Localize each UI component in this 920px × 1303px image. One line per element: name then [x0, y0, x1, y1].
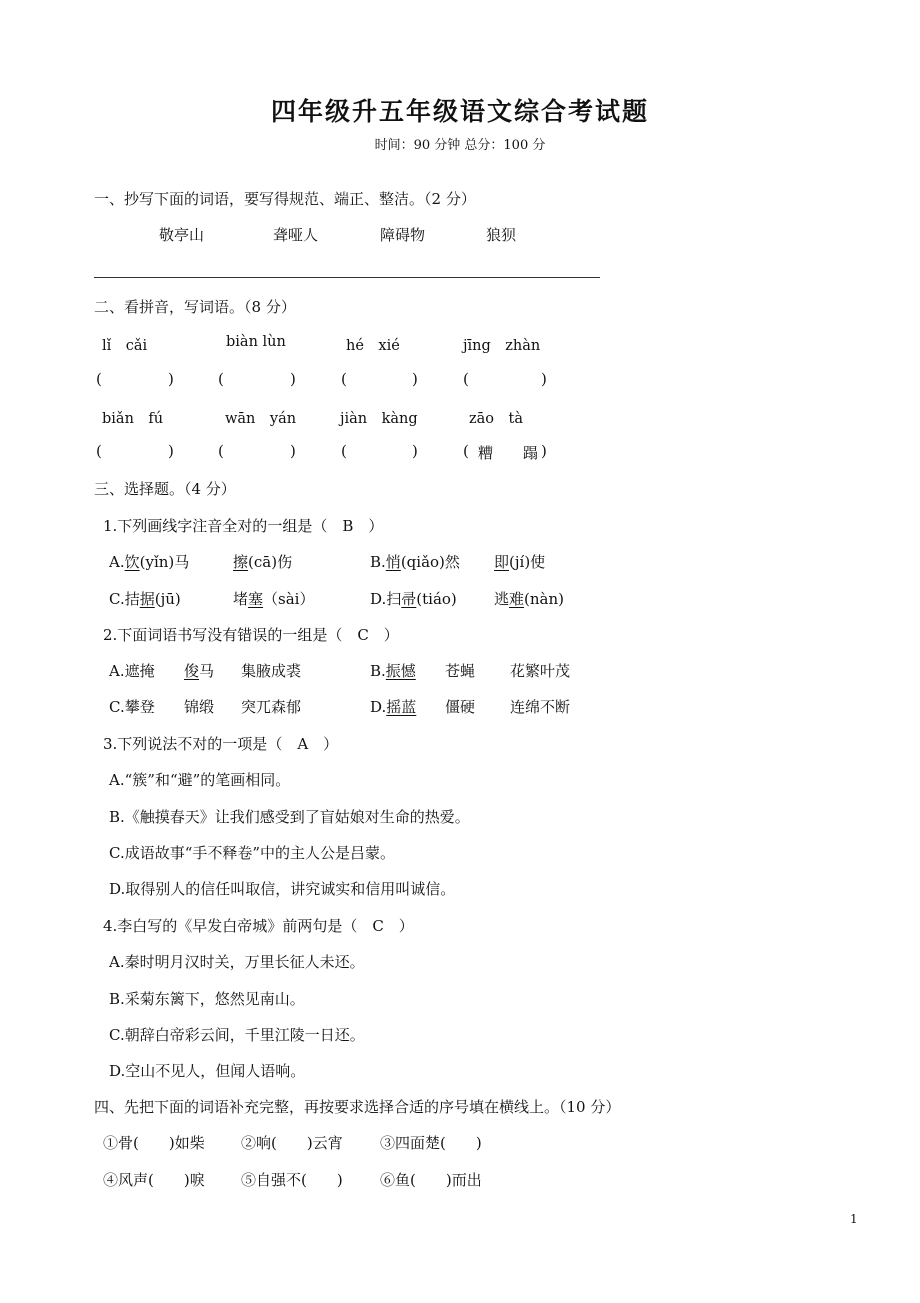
q2-option-b-idiom: 花繁叶茂 — [510, 662, 571, 680]
answer-paren-open: ( — [96, 370, 102, 388]
answer-paren-close: ) — [541, 442, 547, 460]
q1-option-c: C.拮据(jū) — [109, 590, 181, 608]
page-title: 四年级升五年级语文综合考试题 — [270, 97, 649, 126]
q1-option-a-second: 擦(cā)伤 — [233, 553, 293, 571]
q2-option-d-word: 僵硬 — [445, 698, 476, 716]
section-3-heading: 三、选择题。（4 分） — [94, 480, 236, 498]
q1-option-d: D.扫帚(tiáo) — [370, 590, 457, 608]
q2-option-c-idiom: 突兀森郁 — [241, 698, 302, 716]
q4-option-c: C.朝辞白帝彩云间，千里江陵一日还。 — [109, 1026, 365, 1044]
section-1-heading: 一、抄写下面的词语，要写得规范、端正、整洁。（2 分） — [94, 190, 476, 208]
copy-word: 障碍物 — [380, 226, 426, 244]
page-number: 1 — [850, 1212, 858, 1226]
section-2-heading: 二、看拼音，写词语。（8 分） — [94, 298, 296, 316]
idiom-item: ①骨( )如柴 — [103, 1134, 205, 1152]
q3-option-d: D.取得别人的信任叫取信，讲究诚实和信用叫诚信。 — [109, 880, 456, 898]
section-4-heading: 四、先把下面的词语补充完整，再按要求选择合适的序号填在横线上。（10 分） — [94, 1098, 621, 1116]
copy-word: 敬亭山 — [159, 226, 205, 244]
pinyin-prompt: jiàn kàng — [340, 411, 418, 427]
exam-info: 时间：90 分钟 总分：100 分 — [374, 138, 546, 153]
q1-option-b-second: 即(jí)使 — [494, 553, 546, 571]
answer-paren-open: ( — [96, 442, 102, 460]
answer-paren-open: ( — [463, 442, 469, 460]
filled-answer: 糟 蹋 — [478, 444, 539, 462]
q3-option-b: B.《触摸春天》让我们感受到了盲姑娘对生命的热爱。 — [109, 808, 470, 826]
q4-option-a: A.秦时明月汉时关，万里长征人未还。 — [109, 953, 365, 971]
q1-option-d-second: 逃难(nàn) — [494, 590, 564, 608]
q2-option-d-idiom: 连绵不断 — [510, 698, 571, 716]
question-3-stem: 3.下列说法不对的一项是（ A ） — [103, 735, 339, 753]
copy-word: 聋哑人 — [273, 226, 319, 244]
q2-option-b: B.振憾 — [370, 662, 416, 680]
pinyin-prompt: biàn lùn — [226, 334, 286, 350]
idiom-item: ②响( )云宵 — [241, 1134, 343, 1152]
idiom-item: ⑥鱼( )而出 — [380, 1171, 482, 1189]
q2-option-d: D.摇蓝 — [370, 698, 417, 716]
q2-option-b-word: 苍蝇 — [445, 662, 476, 680]
q1-option-a: A.饮(yǐn)马 — [109, 553, 190, 571]
pinyin-prompt: zāo tà — [469, 411, 523, 427]
answer-paren-open: ( — [341, 370, 347, 388]
answer-paren-close: ) — [412, 442, 418, 460]
answer-paren-close: ) — [168, 370, 174, 388]
idiom-item: ⑤自强不( ) — [241, 1171, 343, 1189]
question-2-stem: 2.下面词语书写没有错误的一组是（ C ） — [103, 626, 399, 644]
pinyin-prompt: hé xié — [346, 338, 400, 354]
idiom-item: ③四面楚( ) — [380, 1134, 482, 1152]
q1-option-b: B.悄(qiǎo)然 — [370, 553, 460, 571]
answer-paren-open: ( — [463, 370, 469, 388]
q2-option-c-word: 锦缎 — [184, 698, 215, 716]
q1-option-c-second: 堵塞（sài） — [233, 590, 315, 608]
answer-paren-open: ( — [218, 442, 224, 460]
answer-paren-open: ( — [218, 370, 224, 388]
answer-paren-close: ) — [412, 370, 418, 388]
q3-option-c: C.成语故事“手不释卷”中的主人公是吕蒙。 — [109, 844, 396, 862]
q2-option-a-idiom: 集腋成裘 — [241, 662, 302, 680]
q3-option-a: A.“簇”和“避”的笔画相同。 — [109, 771, 291, 789]
pinyin-prompt: biǎn fú — [102, 411, 164, 427]
q4-option-d: D.空山不见人，但闻人语响。 — [109, 1062, 306, 1080]
q2-option-a-word: 俊马 — [184, 662, 215, 680]
answer-paren-open: ( — [341, 442, 347, 460]
answer-paren-close: ) — [290, 370, 296, 388]
answer-paren-close: ) — [168, 442, 174, 460]
q2-option-a: A.遮掩 — [109, 662, 155, 680]
question-1-stem: 1.下列画线字注音全对的一组是（ B ） — [103, 517, 384, 535]
writing-line[interactable] — [94, 277, 600, 278]
copy-word: 狼狈 — [486, 226, 517, 244]
q2-option-c: C.攀登 — [109, 698, 155, 716]
question-4-stem: 4.李白写的《早发白帝城》前两句是（ C ） — [103, 917, 414, 935]
answer-paren-close: ) — [290, 442, 296, 460]
answer-paren-close: ) — [541, 370, 547, 388]
q4-option-b: B.采菊东篱下，悠然见南山。 — [109, 990, 305, 1008]
idiom-item: ④风声( )唳 — [103, 1171, 205, 1189]
pinyin-prompt: lǐ cǎi — [102, 338, 148, 354]
pinyin-prompt: jīng zhàn — [463, 338, 541, 354]
pinyin-prompt: wān yán — [225, 411, 297, 427]
